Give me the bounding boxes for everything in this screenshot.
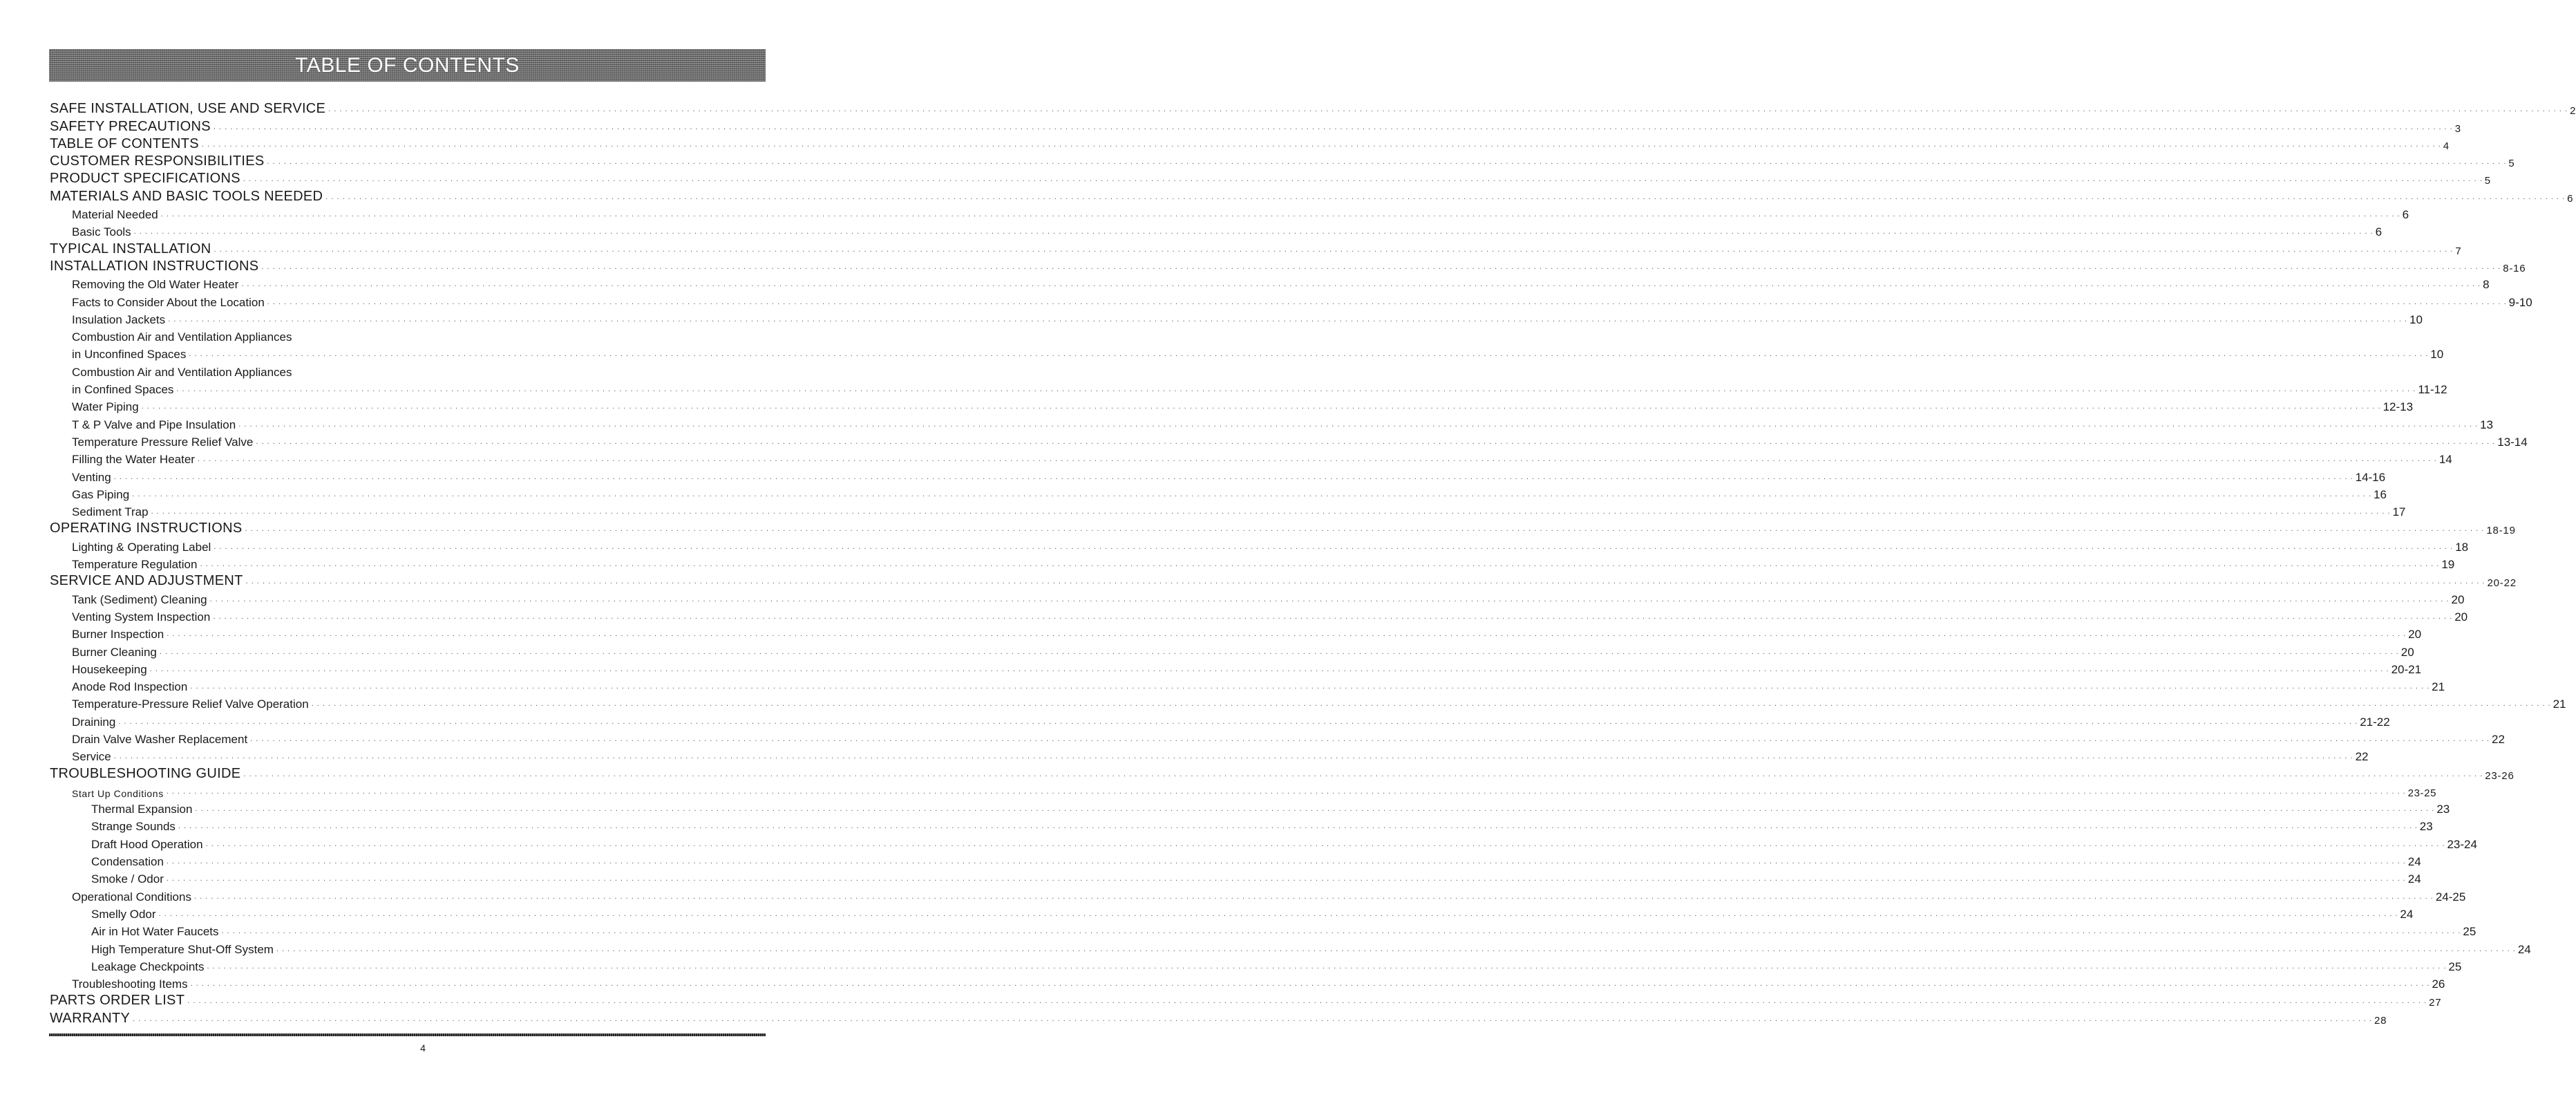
toc-entry-label: TROUBLESHOOTING GUIDE [50, 765, 241, 781]
page-title: TABLE OF CONTENTS [295, 53, 520, 77]
toc-entry-label: Venting [72, 470, 111, 484]
toc-entry-label: Sediment Trap [72, 505, 149, 519]
toc-dot-leader: . . . . . . . . . . . . . . . . . . . . . . . . . . . . . . . . . . . . . . . . . . . . . . . . . . . . . . . . . . . . . . . . . . . . . . . . . . . . . . . . . . . . . . . . . . . . . . . . . . . . . . . . . . . . . . . . . . . . . . . . . . . . . . . . . . . . . . . . . . . . . . . . . . . . . . . . . . . . . . . . . . . . . . . . . . . . . . . . . . . . . . . . . . . . . . . . . . . . . . . . . . . . . . . . . . . . . . . . . . . . . . . . . . . . . . . . . . . . . . . . . . . . . . . . . . . . . . . . . . . . . . . . . . . . . . . . . . . . . . . . . . . . . . . . . . . . . . . . . . . . . . . . . . . . . . . . . . . . . . . . . . . . . . . . . . . . . . . . . . . . . . . . . . . . . . . . . . . . . . . . . . . . . . . . . . . . . . . . . . . . . . . . . . . . . . . . . . . . . . . . [238, 420, 2479, 429]
toc-dot-leader: . . . . . . . . . . . . . . . . . . . . . . . . . . . . . . . . . . . . . . . . . . . . . . . . . . . . . . . . . . . . . . . . . . . . . . . . . . . . . . . . . . . . . . . . . . . . . . . . . . . . . . . . . . . . . . . . . . . . . . . . . . . . . . . . . . . . . . . . . . . . . . . . . . . . . . . . . . . . . . . . . . . . . . . . . . . . . . . . . . . . . . . . . . . . . . . . . . . . . . . . . . . . . . . . . . . . . . . . . . . . . . . . . . . . . . . . . . . . . . . . . . . . . . . . . . . . . . . . . . . . . . . . . . . . . . . . . . . . . . . . . . . . . . . . . . . . . . . . . . . . . . . . . . . . . . . . . . . . . . . . . . . . . . . . . . . . . . . . . . . . . . . . . . . . . . . . . . . . . . . . . . . . . . . . . . . . . . . . . . . . . . . . . . . . . . . . . . . . . . . . [201, 140, 2441, 149]
toc-entry-page: 13-14 [2497, 435, 2528, 449]
toc-entry-label: PRODUCT SPECIFICATIONS [50, 171, 240, 187]
toc-entry [50, 677, 2445, 694]
toc-dot-leader: . . . . . . . . . . . . . . . . . . . . . . . . . . . . . . . . . . . . . . . . . . . . . . . . . . . . . . . . . . . . . . . . . . . . . . . . . . . . . . . . . . . . . . . . . . . . . . . . . . . . . . . . . . . . . . . . . . . . . . . . . . . . . . . . . . . . . . . . . . . . . . . . . . . . . . . . . . . . . . . . . . . . . . . . . . . . . . . . . . . . . . . . . . . . . . . . . . . . . . . . . . . . . . . . . . . . . . . . . . . . . . . . . . . . . . . . . . . . . . . . . . . . . . . . . . . . . . . . . . . . . . . . . . . . . . . . . . . . . . . . . . . . . . . . . . . . . . . . . . . . . . . . . . . . . . . . . . . . . . . . . . . . . . . . . . . . . . . . . . . . . . . . . . . . . . . . . . . . . . . . . . . . . . . . . . . . . . . . . . . . . . . . . . . . . . . . . . . . . . . . [166, 857, 2406, 866]
toc-entry-label: Draft Hood Operation [91, 837, 203, 851]
toc-entry-label: Operational Conditions [72, 890, 191, 904]
toc-entry-page: 5 [2484, 175, 2491, 187]
toc-entry-page: 9-10 [2508, 295, 2532, 309]
toc-entry [50, 187, 2574, 205]
toc-entry [50, 449, 2452, 467]
toc-dot-leader: . . . . . . . . . . . . . . . . . . . . . . . . . . . . . . . . . . . . . . . . . . . . . . . . . . . . . . . . . . . . . . . . . . . . . . . . . . . . . . . . . . . . . . . . . . . . . . . . . . . . . . . . . . . . . . . . . . . . . . . . . . . . . . . . . . . . . . . . . . . . . . . . . . . . . . . . . . . . . . . . . . . . . . . . . . . . . . . . . . . . . . . . . . . . . . . . . . . . . . . . . . . . . . . . . . . . . . . . . . . . . . . . . . . . . . . . . . . . . . . . . . . . . . . . . . . . . . . . . . . . . . . . . . . . . . . . . . . . . . . . . . . . . . . . . . . . . . . . . . . . . . . . . . . . . . . . . . . . . . . . . . . . . . . . . . . . . . . . . . . . . . . . . . . . . . . . . . . . . . . . . . . . . . . . . . . . . . . . . . . . . . . . . . . . . . . . . . . . . . . . [160, 210, 2400, 219]
toc-entry-page: 28 [2374, 1014, 2387, 1027]
toc-entry [50, 886, 2466, 904]
toc-entry-label: Filling the Water Heater [72, 453, 195, 467]
toc-entry-page: 13 [2480, 418, 2494, 431]
toc-dot-leader: . . . . . . . . . . . . . . . . . . . . . . . . . . . . . . . . . . . . . . . . . . . . . . . . . . . . . . . . . . . . . . . . . . . . . . . . . . . . . . . . . . . . . . . . . . . . . . . . . . . . . . . . . . . . . . . . . . . . . . . . . . . . . . . . . . . . . . . . . . . . . . . . . . . . . . . . . . . . . . . . . . . . . . . . . . . . . . . . . . . . . . . . . . . . . . . . . . . . . . . . . . . . . . . . . . . . . . . . . . . . . . . . . . . . . . . . . . . . . . . . . . . . . . . . . . . . . . . . . . . . . . . . . . . . . . . . . . . . . . . . . . . . . . . . . . . . . . . . . . . . . . . . . . . . . . . . . . . . . . . . . . . . . . . . . . . . . . . . . . . . . . . . . . . . . . . . . . . . . . . . . . . . . . . . . . . . . . . . . . . . . . . . . . . . . . . . . . . . . . . . [132, 489, 2372, 498]
toc-entry [50, 100, 2576, 118]
toc-entry [50, 572, 2517, 590]
toc-entry [50, 274, 2490, 292]
toc-entry-page: 25 [2463, 925, 2476, 939]
toc-entry-label: in Confined Spaces [72, 383, 174, 397]
toc-dot-leader: . . . . . . . . . . . . . . . . . . . . . . . . . . . . . . . . . . . . . . . . . . . . . . . . . . . . . . . . . . . . . . . . . . . . . . . . . . . . . . . . . . . . . . . . . . . . . . . . . . . . . . . . . . . . . . . . . . . . . . . . . . . . . . . . . . . . . . . . . . . . . . . . . . . . . . . . . . . . . . . . . . . . . . . . . . . . . . . . . . . . . . . . . . . . . . . . . . . . . . . . . . . . . . . . . . . . . . . . . . . . . . . . . . . . . . . . . . . . . . . . . . . . . . . . . . . . . . . . . . . . . . . . . . . . . . . . . . . . . . . . . . . . . . . . . . . . . . . . . . . . . . . . . . . . . . . . . . . . . . . . . . . . . . . . . . . . . . . . . . . . . . . . . . . . . . . . . . . . . . . . . . . . . . . . . . . . . . . . . . . . . . . . . . . . . . . . . . . . . . . . [205, 839, 2445, 848]
toc-entry [50, 729, 2505, 747]
toc-entry-page: 24 [2407, 855, 2421, 869]
toc-entry [50, 362, 759, 379]
toc-entry-label: INSTALLATION INSTRUCTIONS [50, 258, 259, 274]
toc-dot-leader: . . . . . . . . . . . . . . . . . . . . . . . . . . . . . . . . . . . . . . . . . . . . . . . . . . . . . . . . . . . . . . . . . . . . . . . . . . . . . . . . . . . . . . . . . . . . . . . . . . . . . . . . . . . . . . . . . . . . . . . . . . . . . . . . . . . . . . . . . . . . . . . . . . . . . . . . . . . . . . . . . . . . . . . . . . . . . . . . . . . . . . . . . . . . . . . . . . . . . . . . . . . . . . . . . . . . . . . . . . . . . . . . . . . . . . . . . . . . . . . . . . . . . . . . . . . . . . . . . . . . . . . . . . . . . . . . . . . . . . . . . . . . . . . . . . . . . . . . . . . . . . . . . . . . . . . . . . . . . . . . . . . . . . . . . . . . . . . . . . . . . . . . . . . . . . . . . . . . . . . . . . . . . . . . . . . . . . . . . . . . . . . . . . . . . . . . . . . . . . . . [118, 717, 2358, 726]
toc-entry [50, 642, 2414, 659]
toc-entry-label: T & P Valve and Pipe Insulation [72, 418, 236, 431]
toc-dot-leader: . . . . . . . . . . . . . . . . . . . . . . . . . . . . . . . . . . . . . . . . . . . . . . . . . . . . . . . . . . . . . . . . . . . . . . . . . . . . . . . . . . . . . . . . . . . . . . . . . . . . . . . . . . . . . . . . . . . . . . . . . . . . . . . . . . . . . . . . . . . . . . . . . . . . . . . . . . . . . . . . . . . . . . . . . . . . . . . . . . . . . . . . . . . . . . . . . . . . . . . . . . . . . . . . . . . . . . . . . . . . . . . . . . . . . . . . . . . . . . . . . . . . . . . . . . . . . . . . . . . . . . . . . . . . . . . . . . . . . . . . . . . . . . . . . . . . . . . . . . . . . . . . . . . . . . . . . . . . . . . . . . . . . . . . . . . . . . . . . . . . . . . . . . . . . . . . . . . . . . . . . . . . . . . . . . . . . . . . . . . . . . . . . . . . . . . . . . . . . . . . [200, 560, 2440, 569]
toc-entry-label: Temperature Regulation [72, 558, 198, 572]
toc-entry-page: 22 [2492, 732, 2505, 746]
toc-entry-label: Anode Rod Inspection [72, 680, 188, 694]
toc-dot-leader: . . . . . . . . . . . . . . . . . . . . . . . . . . . . . . . . . . . . . . . . . . . . . . . . . . . . . . . . . . . . . . . . . . . . . . . . . . . . . . . . . . . . . . . . . . . . . . . . . . . . . . . . . . . . . . . . . . . . . . . . . . . . . . . . . . . . . . . . . . . . . . . . . . . . . . . . . . . . . . . . . . . . . . . . . . . . . . . . . . . . . . . . . . . . . . . . . . . . . . . . . . . . . . . . . . . . . . . . . . . . . . . . . . . . . . . . . . . . . . . . . . . . . . . . . . . . . . . . . . . . . . . . . . . . . . . . . . . . . . . . . . . . . . . . . . . . . . . . . . . . . . . . . . . . . . . . . . . . . . . . . . . . . . . . . . . . . . . . . . . . . . . . . . . . . . . . . . . . . . . . . . . . . . . . . . . . . . . . . . . . . . . . . . . . . . . . . . . . . . . . [178, 822, 2418, 831]
toc-entry-label: Thermal Expansion [91, 803, 193, 816]
footer-divider [49, 1033, 766, 1036]
toc-entry-label: Temperature-Pressure Relief Valve Operation [72, 698, 309, 711]
toc-entry-page: 6 [2375, 225, 2383, 239]
toc-entry-page: 4 [2443, 140, 2450, 152]
toc-entry-label: Start Up Conditions [72, 787, 164, 799]
toc-entry [50, 257, 2526, 274]
toc-entry [50, 222, 2383, 239]
toc-entry-label: TYPICAL INSTALLATION [50, 241, 211, 256]
toc-entry-label: Air in Hot Water Faucets [91, 925, 219, 939]
toc-entry-label: SAFE INSTALLATION, USE AND SERVICE [50, 101, 326, 117]
toc-entry [50, 502, 2406, 519]
toc-entry-label: Leakage Checkpoints [91, 960, 205, 973]
toc-dot-leader: . . . . . . . . . . . . . . . . . . . . . . . . . . . . . . . . . . . . . . . . . . . . . . . . . . . . . . . . . . . . . . . . . . . . . . . . . . . . . . . . . . . . . . . . . . . . . . . . . . . . . . . . . . . . . . . . . . . . . . . . . . . . . . . . . . . . . . . . . . . . . . . . . . . . . . . . . . . . . . . . . . . . . . . . . . . . . . . . . . . . . . . . . . . . . . . . . . . . . . . . . . . . . . . . . . . . . . . . . . . . . . . . . . . . . . . . . . . . . . . . . . . . . . . . . . . . . . . . . . . . . . . . . . . . . . . . . . . . . . . . . . . . . . . . . . . . . . . . . . . . . . . . . . . . . . . . . . . . . . . . . . . . . . . . . . . . . . . . . . . . . . . . . . . . . . . . . . . . . . . . . . . . . . . . . . . . . . . . . . . . . . . . . . . . . . . . . . . . . . . . [213, 122, 2453, 131]
toc-entry-page: 20 [2451, 592, 2465, 606]
toc-entry-page: 18 [2455, 540, 2469, 554]
toc-entry-page: 21-22 [2360, 715, 2390, 729]
toc-entry-page: 14-16 [2355, 470, 2386, 484]
toc-entry [50, 344, 2444, 362]
toc-dot-leader: . . . . . . . . . . . . . . . . . . . . . . . . . . . . . . . . . . . . . . . . . . . . . . . . . . . . . . . . . . . . . . . . . . . . . . . . . . . . . . . . . . . . . . . . . . . . . . . . . . . . . . . . . . . . . . . . . . . . . . . . . . . . . . . . . . . . . . . . . . . . . . . . . . . . . . . . . . . . . . . . . . . . . . . . . . . . . . . . . . . . . . . . . . . . . . . . . . . . . . . . . . . . . . . . . . . . . . . . . . . . . . . . . . . . . . . . . . . . . . . . . . . . . . . . . . . . . . . . . . . . . . . . . . . . . . . . . . . . . . . . . . . . . . . . . . . . . . . . . . . . . . . . . . . . . . . . . . . . . . . . . . . . . . . . . . . . . . . . . . . . . . . . . . . . . . . . . . . . . . . . . . . . . . . . . . . . . . . . . . . . . . . . . . . . . . . . . . . . . . . . [133, 227, 2374, 236]
toc-entry-page: 12-13 [2383, 400, 2414, 414]
toc-entry-label: OPERATING INSTRUCTIONS [50, 521, 243, 536]
toc-entry-page: 2 [2570, 105, 2576, 118]
toc-dot-leader: . . . . . . . . . . . . . . . . . . . . . . . . . . . . . . . . . . . . . . . . . . . . . . . . . . . . . . . . . . . . . . . . . . . . . . . . . . . . . . . . . . . . . . . . . . . . . . . . . . . . . . . . . . . . . . . . . . . . . . . . . . . . . . . . . . . . . . . . . . . . . . . . . . . . . . . . . . . . . . . . . . . . . . . . . . . . . . . . . . . . . . . . . . . . . . . . . . . . . . . . . . . . . . . . . . . . . . . . . . . . . . . . . . . . . . . . . . . . . . . . . . . . . . . . . . . . . . . . . . . . . . . . . . . . . . . . . . . . . . . . . . . . . . . . . . . . . . . . . . . . . . . . . . . . . . . . . . . . . . . . . . . . . . . . . . . . . . . . . . . . . . . . . . . . . . . . . . . . . . . . . . . . . . . . . . . . . . . . . . . . . . . . . . . . . . . . . . . . . . . . [325, 192, 2566, 201]
toc-dot-leader: . . . . . . . . . . . . . . . . . . . . . . . . . . . . . . . . . . . . . . . . . . . . . . . . . . . . . . . . . . . . . . . . . . . . . . . . . . . . . . . . . . . . . . . . . . . . . . . . . . . . . . . . . . . . . . . . . . . . . . . . . . . . . . . . . . . . . . . . . . . . . . . . . . . . . . . . . . . . . . . . . . . . . . . . . . . . . . . . . . . . . . . . . . . . . . . . . . . . . . . . . . . . . . . . . . . . . . . . . . . . . . . . . . . . . . . . . . . . . . . . . . . . . . . . . . . . . . . . . . . . . . . . . . . . . . . . . . . . . . . . . . . . . . . . . . . . . . . . . . . . . . . . . . . . . . . . . . . . . . . . . . . . . . . . . . . . . . . . . . . . . . . . . . . . . . . . . . . . . . . . . . . . . . . . . . . . . . . . . . . . . . . . . . . . . . . . . . . . . . . . [214, 542, 2454, 551]
toc-entry [50, 1009, 2387, 1027]
page-number: 4 [420, 1042, 426, 1054]
toc-entry-page: 10 [2430, 348, 2444, 362]
toc-entry-label: Material Needed [72, 208, 158, 222]
toc-entry-page: 27 [2429, 997, 2442, 1009]
toc-dot-leader: . . . . . . . . . . . . . . . . . . . . . . . . . . . . . . . . . . . . . . . . . . . . . . . . . . . . . . . . . . . . . . . . . . . . . . . . . . . . . . . . . . . . . . . . . . . . . . . . . . . . . . . . . . . . . . . . . . . . . . . . . . . . . . . . . . . . . . . . . . . . . . . . . . . . . . . . . . . . . . . . . . . . . . . . . . . . . . . . . . . . . . . . . . . . . . . . . . . . . . . . . . . . . . . . . . . . . . . . . . . . . . . . . . . . . . . . . . . . . . . . . . . . . . . . . . . . . . . . . . . . . . . . . . . . . . . . . . . . . . . . . . . . . . . . . . . . . . . . . . . . . . . . . . . . . . . . . . . . . . . . . . . . . . . . . . . . . . . . . . . . . . . . . . . . . . . . . . . . . . . . . . . . . . . . . . . . . . . . . . . . . . . . . . . . . . . . . . . . . . . . [149, 664, 2389, 673]
toc-entry [50, 327, 759, 344]
toc-entry-label: Smelly Odor [91, 907, 156, 921]
toc-entry-page: 17 [2392, 505, 2406, 519]
toc-dot-leader: . . . . . . . . . . . . . . . . . . . . . . . . . . . . . . . . . . . . . . . . . . . . . . . . . . . . . . . . . . . . . . . . . . . . . . . . . . . . . . . . . . . . . . . . . . . . . . . . . . . . . . . . . . . . . . . . . . . . . . . . . . . . . . . . . . . . . . . . . . . . . . . . . . . . . . . . . . . . . . . . . . . . . . . . . . . . . . . . . . . . . . . . . . . . . . . . . . . . . . . . . . . . . . . . . . . . . . . . . . . . . . . . . . . . . . . . . . . . . . . . . . . . . . . . . . . . . . . . . . . . . . . . . . . . . . . . . . . . . . . . . . . . . . . . . . . . . . . . . . . . . . . . . . . . . . . . . . . . . . . . . . . . . . . . . . . . . . . . . . . . . . . . . . . . . . . . . . . . . . . . . . . . . . . . . . . . . . . . . . . . . . . . . . . . . . . . . . . . . . . . [166, 787, 2406, 796]
toc-entry-page: 23 [2419, 820, 2433, 834]
toc-entry-page: 14 [2438, 453, 2452, 467]
toc-entry-label: in Unconfined Spaces [72, 348, 187, 362]
toc-dot-leader: . . . . . . . . . . . . . . . . . . . . . . . . . . . . . . . . . . . . . . . . . . . . . . . . . . . . . . . . . . . . . . . . . . . . . . . . . . . . . . . . . . . . . . . . . . . . . . . . . . . . . . . . . . . . . . . . . . . . . . . . . . . . . . . . . . . . . . . . . . . . . . . . . . . . . . . . . . . . . . . . . . . . . . . . . . . . . . . . . . . . . . . . . . . . . . . . . . . . . . . . . . . . . . . . . . . . . . . . . . . . . . . . . . . . . . . . . . . . . . . . . . . . . . . . . . . . . . . . . . . . . . . . . . . . . . . . . . . . . . . . . . . . . . . . . . . . . . . . . . . . . . . . . . . . . . . . . . . . . . . . . . . . . . . . . . . . . . . . . . . . . . . . . . . . . . . . . . . . . . . . . . . . . . . . . . . . . . . . . . . . . . . . . . . . . . . . . . . . . . . . [245, 577, 2485, 586]
toc-dot-leader: . . . . . . . . . . . . . . . . . . . . . . . . . . . . . . . . . . . . . . . . . . . . . . . . . . . . . . . . . . . . . . . . . . . . . . . . . . . . . . . . . . . . . . . . . . . . . . . . . . . . . . . . . . . . . . . . . . . . . . . . . . . . . . . . . . . . . . . . . . . . . . . . . . . . . . . . . . . . . . . . . . . . . . . . . . . . . . . . . . . . . . . . . . . . . . . . . . . . . . . . . . . . . . . . . . . . . . . . . . . . . . . . . . . . . . . . . . . . . . . . . . . . . . . . . . . . . . . . . . . . . . . . . . . . . . . . . . . . . . . . . . . . . . . . . . . . . . . . . . . . . . . . . . . . . . . . . . . . . . . . . . . . . . . . . . . . . . . . . . . . . . . . . . . . . . . . . . . . . . . . . . . . . . . . . . . . . . . . . . . . . . . . . . . . . . . . . . . . . . . . [221, 927, 2461, 936]
toc-dot-leader: . . . . . . . . . . . . . . . . . . . . . . . . . . . . . . . . . . . . . . . . . . . . . . . . . . . . . . . . . . . . . . . . . . . . . . . . . . . . . . . . . . . . . . . . . . . . . . . . . . . . . . . . . . . . . . . . . . . . . . . . . . . . . . . . . . . . . . . . . . . . . . . . . . . . . . . . . . . . . . . . . . . . . . . . . . . . . . . . . . . . . . . . . . . . . . . . . . . . . . . . . . . . . . . . . . . . . . . . . . . . . . . . . . . . . . . . . . . . . . . . . . . . . . . . . . . . . . . . . . . . . . . . . . . . . . . . . . . . . . . . . . . . . . . . . . . . . . . . . . . . . . . . . . . . . . . . . . . . . . . . . . . . . . . . . . . . . . . . . . . . . . . . . . . . . . . . . . . . . . . . . . . . . . . . . . . . . . . . . . . . . . . . . . . . . . . . . . . . . . . . [187, 997, 2427, 1006]
toc-entry [50, 869, 2421, 886]
toc-entry [50, 659, 2422, 677]
toc-entry-label: Tank (Sediment) Cleaning [72, 592, 207, 606]
toc-entry-page: 25 [2448, 960, 2462, 973]
toc-dot-leader: . . . . . . . . . . . . . . . . . . . . . . . . . . . . . . . . . . . . . . . . . . . . . . . . . . . . . . . . . . . . . . . . . . . . . . . . . . . . . . . . . . . . . . . . . . . . . . . . . . . . . . . . . . . . . . . . . . . . . . . . . . . . . . . . . . . . . . . . . . . . . . . . . . . . . . . . . . . . . . . . . . . . . . . . . . . . . . . . . . . . . . . . . . . . . . . . . . . . . . . . . . . . . . . . . . . . . . . . . . . . . . . . . . . . . . . . . . . . . . . . . . . . . . . . . . . . . . . . . . . . . . . . . . . . . . . . . . . . . . . . . . . . . . . . . . . . . . . . . . . . . . . . . . . . . . . . . . . . . . . . . . . . . . . . . . . . . . . . . . . . . . . . . . . . . . . . . . . . . . . . . . . . . . . . . . . . . . . . . . . . . . . . . . . . . . . . . . . . . . . . [166, 874, 2406, 883]
toc-entry [50, 519, 2516, 537]
toc-entry [50, 834, 2477, 851]
toc-entry-page: 3 [2454, 122, 2461, 135]
toc-entry-page: 23-24 [2447, 837, 2477, 851]
toc-entry-label: Gas Piping [72, 487, 130, 501]
toc-entry-label: Temperature Pressure Relief Valve [72, 435, 254, 449]
toc-entry-label: Combustion Air and Ventilation Appliances [72, 330, 292, 344]
toc-dot-leader: . . . . . . . . . . . . . . . . . . . . . . . . . . . . . . . . . . . . . . . . . . . . . . . . . . . . . . . . . . . . . . . . . . . . . . . . . . . . . . . . . . . . . . . . . . . . . . . . . . . . . . . . . . . . . . . . . . . . . . . . . . . . . . . . . . . . . . . . . . . . . . . . . . . . . . . . . . . . . . . . . . . . . . . . . . . . . . . . . . . . . . . . . . . . . . . . . . . . . . . . . . . . . . . . . . . . . . . . . . . . . . . . . . . . . . . . . . . . . . . . . . . . . . . . . . . . . . . . . . . . . . . . . . . . . . . . . . . . . . . . . . . . . . . . . . . . . . . . . . . . . . . . . . . . . . . . . . . . . . . . . . . . . . . . . . . . . . . . . . . . . . . . . . . . . . . . . . . . . . . . . . . . . . . . . . . . . . . . . . . . . . . . . . . . . . . . . . . . . . . . [151, 507, 2391, 516]
toc-entry-label: Removing the Old Water Heater [72, 278, 239, 292]
toc-entry-label: Troubleshooting Items [72, 977, 188, 991]
toc-entry-label: CUSTOMER RESPONSIBILITIES [50, 153, 265, 169]
toc-dot-leader: . . . . . . . . . . . . . . . . . . . . . . . . . . . . . . . . . . . . . . . . . . . . . . . . . . . . . . . . . . . . . . . . . . . . . . . . . . . . . . . . . . . . . . . . . . . . . . . . . . . . . . . . . . . . . . . . . . . . . . . . . . . . . . . . . . . . . . . . . . . . . . . . . . . . . . . . . . . . . . . . . . . . . . . . . . . . . . . . . . . . . . . . . . . . . . . . . . . . . . . . . . . . . . . . . . . . . . . . . . . . . . . . . . . . . . . . . . . . . . . . . . . . . . . . . . . . . . . . . . . . . . . . . . . . . . . . . . . . . . . . . . . . . . . . . . . . . . . . . . . . . . . . . . . . . . . . . . . . . . . . . . . . . . . . . . . . . . . . . . . . . . . . . . . . . . . . . . . . . . . . . . . . . . . . . . . . . . . . . . . . . . . . . . . . . . . . . . . . . . . . [190, 682, 2430, 691]
toc-entry-label: Facts to Consider About the Location [72, 295, 265, 309]
toc-entry-page: 21 [2553, 698, 2566, 711]
toc-dot-leader: . . . . . . . . . . . . . . . . . . . . . . . . . . . . . . . . . . . . . . . . . . . . . . . . . . . . . . . . . . . . . . . . . . . . . . . . . . . . . . . . . . . . . . . . . . . . . . . . . . . . . . . . . . . . . . . . . . . . . . . . . . . . . . . . . . . . . . . . . . . . . . . . . . . . . . . . . . . . . . . . . . . . . . . . . . . . . . . . . . . . . . . . . . . . . . . . . . . . . . . . . . . . . . . . . . . . . . . . . . . . . . . . . . . . . . . . . . . . . . . . . . . . . . . . . . . . . . . . . . . . . . . . . . . . . . . . . . . . . . . . . . . . . . . . . . . . . . . . . . . . . . . . . . . . . . . . . . . . . . . . . . . . . . . . . . . . . . . . . . . . . . . . . . . . . . . . . . . . . . . . . . . . . . . . . . . . . . . . . . . . . . . . . . . . . . . . . . . . . . . . [250, 734, 2490, 743]
toc-entry-label: Condensation [91, 855, 164, 869]
toc-dot-leader: . . . . . . . . . . . . . . . . . . . . . . . . . . . . . . . . . . . . . . . . . . . . . . . . . . . . . . . . . . . . . . . . . . . . . . . . . . . . . . . . . . . . . . . . . . . . . . . . . . . . . . . . . . . . . . . . . . . . . . . . . . . . . . . . . . . . . . . . . . . . . . . . . . . . . . . . . . . . . . . . . . . . . . . . . . . . . . . . . . . . . . . . . . . . . . . . . . . . . . . . . . . . . . . . . . . . . . . . . . . . . . . . . . . . . . . . . . . . . . . . . . . . . . . . . . . . . . . . . . . . . . . . . . . . . . . . . . . . . . . . . . . . . . . . . . . . . . . . . . . . . . . . . . . . . . . . . . . . . . . . . . . . . . . . . . . . . . . . . . . . . . . . . . . . . . . . . . . . . . . . . . . . . . . . . . . . . . . . . . . . . . . . . . . . . . . . . . . . . . . . [311, 700, 2551, 709]
toc-entry [50, 135, 2450, 152]
toc-dot-leader: . . . . . . . . . . . . . . . . . . . . . . . . . . . . . . . . . . . . . . . . . . . . . . . . . . . . . . . . . . . . . . . . . . . . . . . . . . . . . . . . . . . . . . . . . . . . . . . . . . . . . . . . . . . . . . . . . . . . . . . . . . . . . . . . . . . . . . . . . . . . . . . . . . . . . . . . . . . . . . . . . . . . . . . . . . . . . . . . . . . . . . . . . . . . . . . . . . . . . . . . . . . . . . . . . . . . . . . . . . . . . . . . . . . . . . . . . . . . . . . . . . . . . . . . . . . . . . . . . . . . . . . . . . . . . . . . . . . . . . . . . . . . . . . . . . . . . . . . . . . . . . . . . . . . . . . . . . . . . . . . . . . . . . . . . . . . . . . . . . . . . . . . . . . . . . . . . . . . . . . . . . . . . . . . . . . . . . . . . . . . . . . . . . . . . . . . . . . . . . . . [193, 892, 2434, 901]
toc-entry-page: 23 [2436, 803, 2450, 816]
toc-dot-leader: . . . . . . . . . . . . . . . . . . . . . . . . . . . . . . . . . . . . . . . . . . . . . . . . . . . . . . . . . . . . . . . . . . . . . . . . . . . . . . . . . . . . . . . . . . . . . . . . . . . . . . . . . . . . . . . . . . . . . . . . . . . . . . . . . . . . . . . . . . . . . . . . . . . . . . . . . . . . . . . . . . . . . . . . . . . . . . . . . . . . . . . . . . . . . . . . . . . . . . . . . . . . . . . . . . . . . . . . . . . . . . . . . . . . . . . . . . . . . . . . . . . . . . . . . . . . . . . . . . . . . . . . . . . . . . . . . . . . . . . . . . . . . . . . . . . . . . . . . . . . . . . . . . . . . . . . . . . . . . . . . . . . . . . . . . . . . . . . . . . . . . . . . . . . . . . . . . . . . . . . . . . . . . . . . . . . . . . . . . . . . . . . . . . . . . . . . . . . . . . . [276, 944, 2516, 953]
toc-entry-label: Lighting & Operating Label [72, 540, 211, 554]
toc-entry [50, 852, 2421, 869]
toc-entry-page: 26 [2432, 977, 2445, 991]
toc-entry-page: 7 [2455, 245, 2462, 257]
toc-entry [50, 974, 2445, 991]
toc-entry-page: 20-22 [2487, 577, 2517, 590]
toc-entry [50, 169, 2491, 187]
toc-entry [50, 939, 2531, 956]
toc-entry [50, 554, 2455, 572]
toc-entry-label: Basic Tools [72, 225, 131, 239]
toc-entry-label: Smoke / Odor [91, 872, 164, 886]
toc-dot-leader: . . . . . . . . . . . . . . . . . . . . . . . . . . . . . . . . . . . . . . . . . . . . . . . . . . . . . . . . . . . . . . . . . . . . . . . . . . . . . . . . . . . . . . . . . . . . . . . . . . . . . . . . . . . . . . . . . . . . . . . . . . . . . . . . . . . . . . . . . . . . . . . . . . . . . . . . . . . . . . . . . . . . . . . . . . . . . . . . . . . . . . . . . . . . . . . . . . . . . . . . . . . . . . . . . . . . . . . . . . . . . . . . . . . . . . . . . . . . . . . . . . . . . . . . . . . . . . . . . . . . . . . . . . . . . . . . . . . . . . . . . . . . . . . . . . . . . . . . . . . . . . . . . . . . . . . . . . . . . . . . . . . . . . . . . . . . . . . . . . . . . . . . . . . . . . . . . . . . . . . . . . . . . . . . . . . . . . . . . . . . . . . . . . . . . . . . . . . . . . . . [190, 980, 2430, 989]
toc-entry [50, 432, 2528, 449]
toc-dot-leader: . . . . . . . . . . . . . . . . . . . . . . . . . . . . . . . . . . . . . . . . . . . . . . . . . . . . . . . . . . . . . . . . . . . . . . . . . . . . . . . . . . . . . . . . . . . . . . . . . . . . . . . . . . . . . . . . . . . . . . . . . . . . . . . . . . . . . . . . . . . . . . . . . . . . . . . . . . . . . . . . . . . . . . . . . . . . . . . . . . . . . . . . . . . . . . . . . . . . . . . . . . . . . . . . . . . . . . . . . . . . . . . . . . . . . . . . . . . . . . . . . . . . . . . . . . . . . . . . . . . . . . . . . . . . . . . . . . . . . . . . . . . . . . . . . . . . . . . . . . . . . . . . . . . . . . . . . . . . . . . . . . . . . . . . . . . . . . . . . . . . . . . . . . . . . . . . . . . . . . . . . . . . . . . . . . . . . . . . . . . . . . . . . . . . . . . . . . . . . . . . [267, 297, 2507, 306]
toc-entry-page: 8 [2483, 278, 2490, 292]
toc-entry [50, 205, 2409, 222]
toc-dot-leader: . . . . . . . . . . . . . . . . . . . . . . . . . . . . . . . . . . . . . . . . . . . . . . . . . . . . . . . . . . . . . . . . . . . . . . . . . . . . . . . . . . . . . . . . . . . . . . . . . . . . . . . . . . . . . . . . . . . . . . . . . . . . . . . . . . . . . . . . . . . . . . . . . . . . . . . . . . . . . . . . . . . . . . . . . . . . . . . . . . . . . . . . . . . . . . . . . . . . . . . . . . . . . . . . . . . . . . . . . . . . . . . . . . . . . . . . . . . . . . . . . . . . . . . . . . . . . . . . . . . . . . . . . . . . . . . . . . . . . . . . . . . . . . . . . . . . . . . . . . . . . . . . . . . . . . . . . . . . . . . . . . . . . . . . . . . . . . . . . . . . . . . . . . . . . . . . . . . . . . . . . . . . . . . . . . . . . . . . . . . . . . . . . . . . . . . . . . . . . . . . [214, 245, 2454, 254]
toc-dot-leader: . . . . . . . . . . . . . . . . . . . . . . . . . . . . . . . . . . . . . . . . . . . . . . . . . . . . . . . . . . . . . . . . . . . . . . . . . . . . . . . . . . . . . . . . . . . . . . . . . . . . . . . . . . . . . . . . . . . . . . . . . . . . . . . . . . . . . . . . . . . . . . . . . . . . . . . . . . . . . . . . . . . . . . . . . . . . . . . . . . . . . . . . . . . . . . . . . . . . . . . . . . . . . . . . . . . . . . . . . . . . . . . . . . . . . . . . . . . . . . . . . . . . . . . . . . . . . . . . . . . . . . . . . . . . . . . . . . . . . . . . . . . . . . . . . . . . . . . . . . . . . . . . . . . . . . . . . . . . . . . . . . . . . . . . . . . . . . . . . . . . . . . . . . . . . . . . . . . . . . . . . . . . . . . . . . . . . . . . . . . . . . . . . . . . . . . . . . . . . . . . [213, 612, 2453, 621]
toc-entry-label: Service [72, 750, 111, 764]
toc-entry [50, 414, 2494, 431]
toc-entry-label: WARRANTY [50, 1010, 131, 1026]
toc-entry-page: 24 [2517, 942, 2531, 956]
toc-entry-label: TABLE OF CONTENTS [50, 135, 199, 151]
toc-dot-leader: . . . . . . . . . . . . . . . . . . . . . . . . . . . . . . . . . . . . . . . . . . . . . . . . . . . . . . . . . . . . . . . . . . . . . . . . . . . . . . . . . . . . . . . . . . . . . . . . . . . . . . . . . . . . . . . . . . . . . . . . . . . . . . . . . . . . . . . . . . . . . . . . . . . . . . . . . . . . . . . . . . . . . . . . . . . . . . . . . . . . . . . . . . . . . . . . . . . . . . . . . . . . . . . . . . . . . . . . . . . . . . . . . . . . . . . . . . . . . . . . . . . . . . . . . . . . . . . . . . . . . . . . . . . . . . . . . . . . . . . . . . . . . . . . . . . . . . . . . . . . . . . . . . . . . . . . . . . . . . . . . . . . . . . . . . . . . . . . . . . . . . . . . . . . . . . . . . . . . . . . . . . . . . . . . . . . . . . . . . . . . . . . . . . . . . . . . . . . . . . . [168, 315, 2408, 324]
toc-entry [50, 117, 2461, 135]
toc-entry-label: Combustion Air and Ventilation Appliances [72, 365, 292, 379]
toc-dot-leader: . . . . . . . . . . . . . . . . . . . . . . . . . . . . . . . . . . . . . . . . . . . . . . . . . . . . . . . . . . . . . . . . . . . . . . . . . . . . . . . . . . . . . . . . . . . . . . . . . . . . . . . . . . . . . . . . . . . . . . . . . . . . . . . . . . . . . . . . . . . . . . . . . . . . . . . . . . . . . . . . . . . . . . . . . . . . . . . . . . . . . . . . . . . . . . . . . . . . . . . . . . . . . . . . . . . . . . . . . . . . . . . . . . . . . . . . . . . . . . . . . . . . . . . . . . . . . . . . . . . . . . . . . . . . . . . . . . . . . . . . . . . . . . . . . . . . . . . . . . . . . . . . . . . . . . . . . . . . . . . . . . . . . . . . . . . . . . . . . . . . . . . . . . . . . . . . . . . . . . . . . . . . . . . . . . . . . . . . . . . . . . . . . . . . . . . . . . . . . . . . [176, 385, 2416, 394]
toc-entry-page: 23-26 [2485, 769, 2515, 782]
toc-entry-label: MATERIALS AND BASIC TOOLS NEEDED [50, 188, 323, 204]
toc-dot-leader: . . . . . . . . . . . . . . . . . . . . . . . . . . . . . . . . . . . . . . . . . . . . . . . . . . . . . . . . . . . . . . . . . . . . . . . . . . . . . . . . . . . . . . . . . . . . . . . . . . . . . . . . . . . . . . . . . . . . . . . . . . . . . . . . . . . . . . . . . . . . . . . . . . . . . . . . . . . . . . . . . . . . . . . . . . . . . . . . . . . . . . . . . . . . . . . . . . . . . . . . . . . . . . . . . . . . . . . . . . . . . . . . . . . . . . . . . . . . . . . . . . . . . . . . . . . . . . . . . . . . . . . . . . . . . . . . . . . . . . . . . . . . . . . . . . . . . . . . . . . . . . . . . . . . . . . . . . . . . . . . . . . . . . . . . . . . . . . . . . . . . . . . . . . . . . . . . . . . . . . . . . . . . . . . . . . . . . . . . . . . . . . . . . . . . . . . . . . . . . . . [113, 752, 2354, 761]
toc-entry-page: 18-19 [2486, 525, 2516, 537]
toc-entry-page: 20 [2408, 628, 2422, 642]
toc-dot-leader: . . . . . . . . . . . . . . . . . . . . . . . . . . . . . . . . . . . . . . . . . . . . . . . . . . . . . . . . . . . . . . . . . . . . . . . . . . . . . . . . . . . . . . . . . . . . . . . . . . . . . . . . . . . . . . . . . . . . . . . . . . . . . . . . . . . . . . . . . . . . . . . . . . . . . . . . . . . . . . . . . . . . . . . . . . . . . . . . . . . . . . . . . . . . . . . . . . . . . . . . . . . . . . . . . . . . . . . . . . . . . . . . . . . . . . . . . . . . . . . . . . . . . . . . . . . . . . . . . . . . . . . . . . . . . . . . . . . . . . . . . . . . . . . . . . . . . . . . . . . . . . . . . . . . . . . . . . . . . . . . . . . . . . . . . . . . . . . . . . . . . . . . . . . . . . . . . . . . . . . . . . . . . . . . . . . . . . . . . . . . . . . . . . . . . . . . . . . . . . . . [189, 350, 2429, 359]
toc-entry [50, 799, 2450, 816]
toc-entry [50, 921, 2476, 939]
toc-dot-leader: . . . . . . . . . . . . . . . . . . . . . . . . . . . . . . . . . . . . . . . . . . . . . . . . . . . . . . . . . . . . . . . . . . . . . . . . . . . . . . . . . . . . . . . . . . . . . . . . . . . . . . . . . . . . . . . . . . . . . . . . . . . . . . . . . . . . . . . . . . . . . . . . . . . . . . . . . . . . . . . . . . . . . . . . . . . . . . . . . . . . . . . . . . . . . . . . . . . . . . . . . . . . . . . . . . . . . . . . . . . . . . . . . . . . . . . . . . . . . . . . . . . . . . . . . . . . . . . . . . . . . . . . . . . . . . . . . . . . . . . . . . . . . . . . . . . . . . . . . . . . . . . . . . . . . . . . . . . . . . . . . . . . . . . . . . . . . . . . . . . . . . . . . . . . . . . . . . . . . . . . . . . . . . . . . . . . . . . . . . . . . . . . . . . . . . . . . . . . . . . . [133, 1014, 2372, 1023]
toc-entry [50, 380, 2447, 397]
toc-entry-page: 10 [2409, 312, 2423, 326]
toc-entry-page: 19 [2441, 558, 2455, 572]
toc-entry-label: SERVICE AND ADJUSTMENT [50, 573, 243, 589]
toc-dot-leader: . . . . . . . . . . . . . . . . . . . . . . . . . . . . . . . . . . . . . . . . . . . . . . . . . . . . . . . . . . . . . . . . . . . . . . . . . . . . . . . . . . . . . . . . . . . . . . . . . . . . . . . . . . . . . . . . . . . . . . . . . . . . . . . . . . . . . . . . . . . . . . . . . . . . . . . . . . . . . . . . . . . . . . . . . . . . . . . . . . . . . . . . . . . . . . . . . . . . . . . . . . . . . . . . . . . . . . . . . . . . . . . . . . . . . . . . . . . . . . . . . . . . . . . . . . . . . . . . . . . . . . . . . . . . . . . . . . . . . . . . . . . . . . . . . . . . . . . . . . . . . . . . . . . . . . . . . . . . . . . . . . . . . . . . . . . . . . . . . . . . . . . . . . . . . . . . . . . . . . . . . . . . . . . . . . . . . . . . . . . . . . . . . . . . . . . . . . . . . . . . [243, 769, 2483, 778]
toc-entry [50, 397, 2414, 414]
toc-entry [50, 904, 2414, 921]
toc-entry-label: Draining [72, 715, 116, 729]
toc-entry-label: Strange Sounds [91, 820, 176, 834]
toc-entry-page: 21 [2432, 680, 2445, 694]
toc-entry-label: PARTS ORDER LIST [50, 993, 185, 1009]
toc-entry-label: Drain Valve Washer Replacement [72, 732, 248, 746]
toc-entry-label: Burner Inspection [72, 628, 164, 642]
toc-entry-page: 24 [2400, 907, 2414, 921]
toc-entry-page: 20 [2400, 645, 2414, 659]
toc-dot-leader: . . . . . . . . . . . . . . . . . . . . . . . . . . . . . . . . . . . . . . . . . . . . . . . . . . . . . . . . . . . . . . . . . . . . . . . . . . . . . . . . . . . . . . . . . . . . . . . . . . . . . . . . . . . . . . . . . . . . . . . . . . . . . . . . . . . . . . . . . . . . . . . . . . . . . . . . . . . . . . . . . . . . . . . . . . . . . . . . . . . . . . . . . . . . . . . . . . . . . . . . . . . . . . . . . . . . . . . . . . . . . . . . . . . . . . . . . . . . . . . . . . . . . . . . . . . . . . . . . . . . . . . . . . . . . . . . . . . . . . . . . . . . . . . . . . . . . . . . . . . . . . . . . . . . . . . . . . . . . . . . . . . . . . . . . . . . . . . . . . . . . . . . . . . . . . . . . . . . . . . . . . . . . . . . . . . . . . . . . . . . . . . . . . . . . . . . . . . . . . . . [241, 280, 2481, 289]
toc-entry-label: Burner Cleaning [72, 645, 157, 659]
toc-entry-label: Water Piping [72, 400, 139, 414]
toc-entry-page: 8-16 [2503, 262, 2526, 274]
toc-entry-label: SAFETY PRECAUTIONS [50, 118, 211, 134]
toc-dot-leader: . . . . . . . . . . . . . . . . . . . . . . . . . . . . . . . . . . . . . . . . . . . . . . . . . . . . . . . . . . . . . . . . . . . . . . . . . . . . . . . . . . . . . . . . . . . . . . . . . . . . . . . . . . . . . . . . . . . . . . . . . . . . . . . . . . . . . . . . . . . . . . . . . . . . . . . . . . . . . . . . . . . . . . . . . . . . . . . . . . . . . . . . . . . . . . . . . . . . . . . . . . . . . . . . . . . . . . . . . . . . . . . . . . . . . . . . . . . . . . . . . . . . . . . . . . . . . . . . . . . . . . . . . . . . . . . . . . . . . . . . . . . . . . . . . . . . . . . . . . . . . . . . . . . . . . . . . . . . . . . . . . . . . . . . . . . . . . . . . . . . . . . . . . . . . . . . . . . . . . . . . . . . . . . . . . . . . . . . . . . . . . . . . . . . . . . . . . . . . . . . [261, 262, 2501, 271]
toc-dot-leader: . . . . . . . . . . . . . . . . . . . . . . . . . . . . . . . . . . . . . . . . . . . . . . . . . . . . . . . . . . . . . . . . . . . . . . . . . . . . . . . . . . . . . . . . . . . . . . . . . . . . . . . . . . . . . . . . . . . . . . . . . . . . . . . . . . . . . . . . . . . . . . . . . . . . . . . . . . . . . . . . . . . . . . . . . . . . . . . . . . . . . . . . . . . . . . . . . . . . . . . . . . . . . . . . . . . . . . . . . . . . . . . . . . . . . . . . . . . . . . . . . . . . . . . . . . . . . . . . . . . . . . . . . . . . . . . . . . . . . . . . . . . . . . . . . . . . . . . . . . . . . . . . . . . . . . . . . . . . . . . . . . . . . . . . . . . . . . . . . . . . . . . . . . . . . . . . . . . . . . . . . . . . . . . . . . . . . . . . . . . . . . . . . . . . . . . . . . . . . . . . [256, 437, 2496, 446]
toc-entry-page: 24-25 [2435, 890, 2466, 904]
toc-entry-page: 20 [2454, 610, 2468, 624]
toc-entry [50, 310, 2423, 327]
toc-entry-page: 11-12 [2418, 383, 2447, 397]
toc-entry-page: 6 [2402, 208, 2409, 222]
toc-entry [50, 485, 2387, 502]
toc-entry [50, 536, 2469, 554]
toc-entry [50, 589, 2465, 606]
toc-entry-page: 23-25 [2407, 787, 2437, 799]
toc-entry [50, 957, 2462, 974]
toc-dot-leader: . . . . . . . . . . . . . . . . . . . . . . . . . . . . . . . . . . . . . . . . . . . . . . . . . . . . . . . . . . . . . . . . . . . . . . . . . . . . . . . . . . . . . . . . . . . . . . . . . . . . . . . . . . . . . . . . . . . . . . . . . . . . . . . . . . . . . . . . . . . . . . . . . . . . . . . . . . . . . . . . . . . . . . . . . . . . . . . . . . . . . . . . . . . . . . . . . . . . . . . . . . . . . . . . . . . . . . . . . . . . . . . . . . . . . . . . . . . . . . . . . . . . . . . . . . . . . . . . . . . . . . . . . . . . . . . . . . . . . . . . . . . . . . . . . . . . . . . . . . . . . . . . . . . . . . . . . . . . . . . . . . . . . . . . . . . . . . . . . . . . . . . . . . . . . . . . . . . . . . . . . . . . . . . . . . . . . . . . . . . . . . . . . . . . . . . . . . . . . . . . [167, 630, 2407, 639]
toc-dot-leader: . . . . . . . . . . . . . . . . . . . . . . . . . . . . . . . . . . . . . . . . . . . . . . . . . . . . . . . . . . . . . . . . . . . . . . . . . . . . . . . . . . . . . . . . . . . . . . . . . . . . . . . . . . . . . . . . . . . . . . . . . . . . . . . . . . . . . . . . . . . . . . . . . . . . . . . . . . . . . . . . . . . . . . . . . . . . . . . . . . . . . . . . . . . . . . . . . . . . . . . . . . . . . . . . . . . . . . . . . . . . . . . . . . . . . . . . . . . . . . . . . . . . . . . . . . . . . . . . . . . . . . . . . . . . . . . . . . . . . . . . . . . . . . . . . . . . . . . . . . . . . . . . . . . . . . . . . . . . . . . . . . . . . . . . . . . . . . . . . . . . . . . . . . . . . . . . . . . . . . . . . . . . . . . . . . . . . . . . . . . . . . . . . . . . . . . . . . . . . . . . [197, 455, 2437, 464]
toc-dot-leader: . . . . . . . . . . . . . . . . . . . . . . . . . . . . . . . . . . . . . . . . . . . . . . . . . . . . . . . . . . . . . . . . . . . . . . . . . . . . . . . . . . . . . . . . . . . . . . . . . . . . . . . . . . . . . . . . . . . . . . . . . . . . . . . . . . . . . . . . . . . . . . . . . . . . . . . . . . . . . . . . . . . . . . . . . . . . . . . . . . . . . . . . . . . . . . . . . . . . . . . . . . . . . . . . . . . . . . . . . . . . . . . . . . . . . . . . . . . . . . . . . . . . . . . . . . . . . . . . . . . . . . . . . . . . . . . . . . . . . . . . . . . . . . . . . . . . . . . . . . . . . . . . . . . . . . . . . . . . . . . . . . . . . . . . . . . . . . . . . . . . . . . . . . . . . . . . . . . . . . . . . . . . . . . . . . . . . . . . . . . . . . . . . . . . . . . . . . . . . . . . [113, 472, 2354, 481]
toc-dot-leader: . . . . . . . . . . . . . . . . . . . . . . . . . . . . . . . . . . . . . . . . . . . . . . . . . . . . . . . . . . . . . . . . . . . . . . . . . . . . . . . . . . . . . . . . . . . . . . . . . . . . . . . . . . . . . . . . . . . . . . . . . . . . . . . . . . . . . . . . . . . . . . . . . . . . . . . . . . . . . . . . . . . . . . . . . . . . . . . . . . . . . . . . . . . . . . . . . . . . . . . . . . . . . . . . . . . . . . . . . . . . . . . . . . . . . . . . . . . . . . . . . . . . . . . . . . . . . . . . . . . . . . . . . . . . . . . . . . . . . . . . . . . . . . . . . . . . . . . . . . . . . . . . . . . . . . . . . . . . . . . . . . . . . . . . . . . . . . . . . . . . . . . . . . . . . . . . . . . . . . . . . . . . . . . . . . . . . . . . . . . . . . . . . . . . . . . . . . . . . . . . [209, 595, 2450, 603]
toc-dot-leader: . . . . . . . . . . . . . . . . . . . . . . . . . . . . . . . . . . . . . . . . . . . . . . . . . . . . . . . . . . . . . . . . . . . . . . . . . . . . . . . . . . . . . . . . . . . . . . . . . . . . . . . . . . . . . . . . . . . . . . . . . . . . . . . . . . . . . . . . . . . . . . . . . . . . . . . . . . . . . . . . . . . . . . . . . . . . . . . . . . . . . . . . . . . . . . . . . . . . . . . . . . . . . . . . . . . . . . . . . . . . . . . . . . . . . . . . . . . . . . . . . . . . . . . . . . . . . . . . . . . . . . . . . . . . . . . . . . . . . . . . . . . . . . . . . . . . . . . . . . . . . . . . . . . . . . . . . . . . . . . . . . . . . . . . . . . . . . . . . . . . . . . . . . . . . . . . . . . . . . . . . . . . . . . . . . . . . . . . . . . . . . . . . . . . . . . . . . . . . . . . [141, 402, 2381, 411]
toc-entry [50, 239, 2462, 257]
toc-entry-page: 6 [2567, 192, 2574, 205]
toc-entry-label: Insulation Jackets [72, 312, 166, 326]
toc-dot-leader: . . . . . . . . . . . . . . . . . . . . . . . . . . . . . . . . . . . . . . . . . . . . . . . . . . . . . . . . . . . . . . . . . . . . . . . . . . . . . . . . . . . . . . . . . . . . . . . . . . . . . . . . . . . . . . . . . . . . . . . . . . . . . . . . . . . . . . . . . . . . . . . . . . . . . . . . . . . . . . . . . . . . . . . . . . . . . . . . . . . . . . . . . . . . . . . . . . . . . . . . . . . . . . . . . . . . . . . . . . . . . . . . . . . . . . . . . . . . . . . . . . . . . . . . . . . . . . . . . . . . . . . . . . . . . . . . . . . . . . . . . . . . . . . . . . . . . . . . . . . . . . . . . . . . . . . . . . . . . . . . . . . . . . . . . . . . . . . . . . . . . . . . . . . . . . . . . . . . . . . . . . . . . . . . . . . . . . . . . . . . . . . . . . . . . . . . . . . . . . . . [245, 525, 2485, 534]
toc-dot-leader: . . . . . . . . . . . . . . . . . . . . . . . . . . . . . . . . . . . . . . . . . . . . . . . . . . . . . . . . . . . . . . . . . . . . . . . . . . . . . . . . . . . . . . . . . . . . . . . . . . . . . . . . . . . . . . . . . . . . . . . . . . . . . . . . . . . . . . . . . . . . . . . . . . . . . . . . . . . . . . . . . . . . . . . . . . . . . . . . . . . . . . . . . . . . . . . . . . . . . . . . . . . . . . . . . . . . . . . . . . . . . . . . . . . . . . . . . . . . . . . . . . . . . . . . . . . . . . . . . . . . . . . . . . . . . . . . . . . . . . . . . . . . . . . . . . . . . . . . . . . . . . . . . . . . . . . . . . . . . . . . . . . . . . . . . . . . . . . . . . . . . . . . . . . . . . . . . . . . . . . . . . . . . . . . . . . . . . . . . . . . . . . . . . . . . . . . . . . . . . . . [267, 158, 2507, 167]
toc-dot-leader: . . . . . . . . . . . . . . . . . . . . . . . . . . . . . . . . . . . . . . . . . . . . . . . . . . . . . . . . . . . . . . . . . . . . . . . . . . . . . . . . . . . . . . . . . . . . . . . . . . . . . . . . . . . . . . . . . . . . . . . . . . . . . . . . . . . . . . . . . . . . . . . . . . . . . . . . . . . . . . . . . . . . . . . . . . . . . . . . . . . . . . . . . . . . . . . . . . . . . . . . . . . . . . . . . . . . . . . . . . . . . . . . . . . . . . . . . . . . . . . . . . . . . . . . . . . . . . . . . . . . . . . . . . . . . . . . . . . . . . . . . . . . . . . . . . . . . . . . . . . . . . . . . . . . . . . . . . . . . . . . . . . . . . . . . . . . . . . . . . . . . . . . . . . . . . . . . . . . . . . . . . . . . . . . . . . . . . . . . . . . . . . . . . . . . . . . . . . . . . . . [207, 962, 2447, 971]
toc-entry [50, 782, 2437, 799]
toc-entry-label: High Temperature Shut-Off System [91, 942, 274, 956]
toc-entry [50, 152, 2515, 170]
toc-entry-page: 16 [2374, 487, 2387, 501]
toc-entry-page: 24 [2407, 872, 2421, 886]
toc-dot-leader: . . . . . . . . . . . . . . . . . . . . . . . . . . . . . . . . . . . . . . . . . . . . . . . . . . . . . . . . . . . . . . . . . . . . . . . . . . . . . . . . . . . . . . . . . . . . . . . . . . . . . . . . . . . . . . . . . . . . . . . . . . . . . . . . . . . . . . . . . . . . . . . . . . . . . . . . . . . . . . . . . . . . . . . . . . . . . . . . . . . . . . . . . . . . . . . . . . . . . . . . . . . . . . . . . . . . . . . . . . . . . . . . . . . . . . . . . . . . . . . . . . . . . . . . . . . . . . . . . . . . . . . . . . . . . . . . . . . . . . . . . . . . . . . . . . . . . . . . . . . . . . . . . . . . . . . . . . . . . . . . . . . . . . . . . . . . . . . . . . . . . . . . . . . . . . . . . . . . . . . . . . . . . . . . . . . . . . . . . . . . . . . . . . . . . . . . . . . . . . . . [328, 105, 2568, 114]
table-of-contents [50, 100, 2576, 1027]
header-banner [49, 49, 766, 82]
toc-entry [50, 624, 2422, 642]
toc-entry [50, 764, 2515, 782]
toc-entry-page: 22 [2355, 750, 2369, 764]
toc-dot-leader: . . . . . . . . . . . . . . . . . . . . . . . . . . . . . . . . . . . . . . . . . . . . . . . . . . . . . . . . . . . . . . . . . . . . . . . . . . . . . . . . . . . . . . . . . . . . . . . . . . . . . . . . . . . . . . . . . . . . . . . . . . . . . . . . . . . . . . . . . . . . . . . . . . . . . . . . . . . . . . . . . . . . . . . . . . . . . . . . . . . . . . . . . . . . . . . . . . . . . . . . . . . . . . . . . . . . . . . . . . . . . . . . . . . . . . . . . . . . . . . . . . . . . . . . . . . . . . . . . . . . . . . . . . . . . . . . . . . . . . . . . . . . . . . . . . . . . . . . . . . . . . . . . . . . . . . . . . . . . . . . . . . . . . . . . . . . . . . . . . . . . . . . . . . . . . . . . . . . . . . . . . . . . . . . . . . . . . . . . . . . . . . . . . . . . . . . . . . . . . . . [195, 805, 2435, 814]
toc-entry [50, 607, 2468, 624]
toc-entry [50, 747, 2369, 764]
toc-dot-leader: . . . . . . . . . . . . . . . . . . . . . . . . . . . . . . . . . . . . . . . . . . . . . . . . . . . . . . . . . . . . . . . . . . . . . . . . . . . . . . . . . . . . . . . . . . . . . . . . . . . . . . . . . . . . . . . . . . . . . . . . . . . . . . . . . . . . . . . . . . . . . . . . . . . . . . . . . . . . . . . . . . . . . . . . . . . . . . . . . . . . . . . . . . . . . . . . . . . . . . . . . . . . . . . . . . . . . . . . . . . . . . . . . . . . . . . . . . . . . . . . . . . . . . . . . . . . . . . . . . . . . . . . . . . . . . . . . . . . . . . . . . . . . . . . . . . . . . . . . . . . . . . . . . . . . . . . . . . . . . . . . . . . . . . . . . . . . . . . . . . . . . . . . . . . . . . . . . . . . . . . . . . . . . . . . . . . . . . . . . . . . . . . . . . . . . . . . . . . . . . . [159, 647, 2399, 656]
toc-entry-page: 20-21 [2391, 662, 2422, 676]
toc-entry [50, 991, 2442, 1009]
toc-entry-label: Venting System Inspection [72, 610, 211, 624]
toc-entry [50, 467, 2386, 484]
toc-entry [50, 711, 2390, 729]
toc-entry [50, 694, 2566, 711]
toc-entry [50, 292, 2532, 309]
toc-entry-label: Housekeeping [72, 662, 147, 676]
toc-entry [50, 816, 2433, 834]
toc-dot-leader: . . . . . . . . . . . . . . . . . . . . . . . . . . . . . . . . . . . . . . . . . . . . . . . . . . . . . . . . . . . . . . . . . . . . . . . . . . . . . . . . . . . . . . . . . . . . . . . . . . . . . . . . . . . . . . . . . . . . . . . . . . . . . . . . . . . . . . . . . . . . . . . . . . . . . . . . . . . . . . . . . . . . . . . . . . . . . . . . . . . . . . . . . . . . . . . . . . . . . . . . . . . . . . . . . . . . . . . . . . . . . . . . . . . . . . . . . . . . . . . . . . . . . . . . . . . . . . . . . . . . . . . . . . . . . . . . . . . . . . . . . . . . . . . . . . . . . . . . . . . . . . . . . . . . . . . . . . . . . . . . . . . . . . . . . . . . . . . . . . . . . . . . . . . . . . . . . . . . . . . . . . . . . . . . . . . . . . . . . . . . . . . . . . . . . . . . . . . . . . . . [243, 175, 2483, 184]
toc-dot-leader: . . . . . . . . . . . . . . . . . . . . . . . . . . . . . . . . . . . . . . . . . . . . . . . . . . . . . . . . . . . . . . . . . . . . . . . . . . . . . . . . . . . . . . . . . . . . . . . . . . . . . . . . . . . . . . . . . . . . . . . . . . . . . . . . . . . . . . . . . . . . . . . . . . . . . . . . . . . . . . . . . . . . . . . . . . . . . . . . . . . . . . . . . . . . . . . . . . . . . . . . . . . . . . . . . . . . . . . . . . . . . . . . . . . . . . . . . . . . . . . . . . . . . . . . . . . . . . . . . . . . . . . . . . . . . . . . . . . . . . . . . . . . . . . . . . . . . . . . . . . . . . . . . . . . . . . . . . . . . . . . . . . . . . . . . . . . . . . . . . . . . . . . . . . . . . . . . . . . . . . . . . . . . . . . . . . . . . . . . . . . . . . . . . . . . . . . . . . . . . . . [158, 909, 2398, 918]
toc-entry-page: 5 [2508, 158, 2515, 170]
